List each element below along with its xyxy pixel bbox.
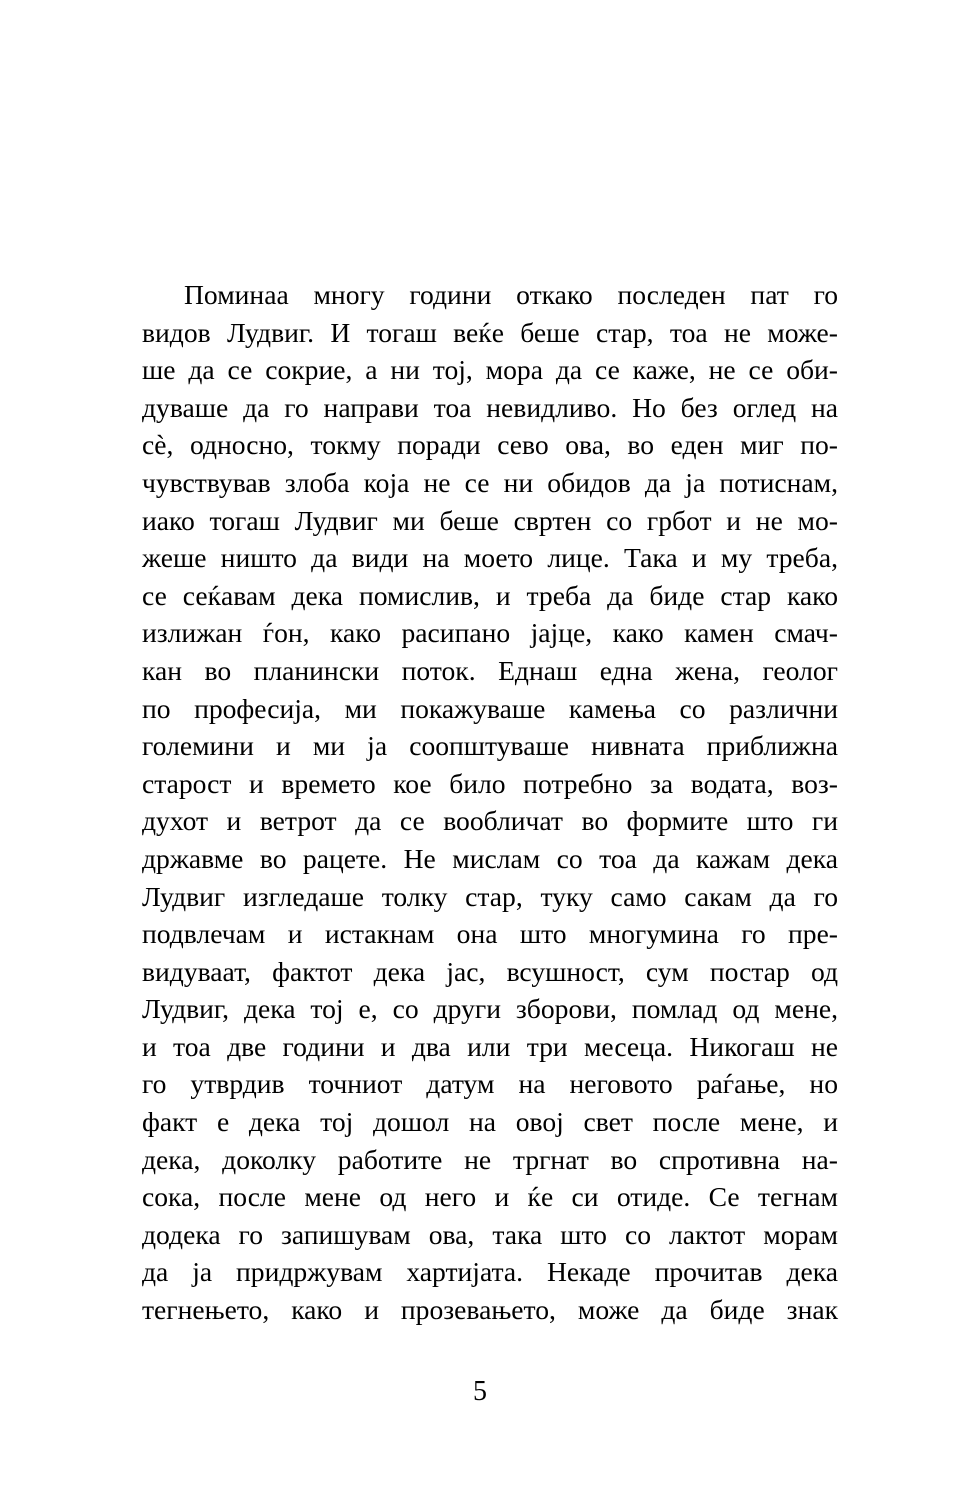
text-line: Лудвиг, дека тој е, со други зборови, помлад од мене, xyxy=(142,993,838,1025)
text-line: по професија, ми покажуваше камења со различни xyxy=(142,692,838,724)
text-line: Лудвиг изгледаше толку стар, туку само сакам да го xyxy=(142,880,838,912)
text-line: се сеќавам дека помислив, и треба да биде стар како xyxy=(142,579,838,611)
text-line: државме во рацете. Не мислам со тоа да кажам дека xyxy=(142,842,838,874)
text-line: видов Лудвиг. И тогаш веќе беше стар, тоа не може- xyxy=(142,316,838,348)
text-line: кан во планински поток. Еднаш една жена, геолог xyxy=(142,654,838,686)
text-line: жеше ништо да види на моето лице. Така и му треба, xyxy=(142,542,838,574)
text-line: тегнењето, како и прозевањето, може да биде знак xyxy=(142,1294,838,1326)
text-line: додека го запишувам ова, така што со лактот морам xyxy=(142,1218,838,1250)
text-line: го утврдив точниот датум на неговото раѓање, но xyxy=(142,1068,838,1100)
text-line: големини и ми ја соопштуваше нивната приближна xyxy=(142,730,838,762)
page-number: 5 xyxy=(473,1376,487,1407)
text-line: ше да се сокрие, а ни тој, мора да се каже, не се оби- xyxy=(142,354,838,386)
text-line: дуваше да го направи тоа невидливо. Но без оглед на xyxy=(142,391,838,423)
text-line: дека, доколку работите не тргнат во спротивна на- xyxy=(142,1143,838,1175)
text-line: да ја придржувам хартијата. Некаде прочитав дека xyxy=(142,1256,838,1288)
text-line: и тоа две години и два или три месеца. Никогаш не xyxy=(142,1030,838,1062)
text-line: подвлечам и истакнам она што многумина го пре- xyxy=(142,918,838,950)
text-line: видуваат, фактот дека јас, всушност, сум постар од xyxy=(142,955,838,987)
text-line: сока, после мене од него и ќе си отиде. Се тегнам xyxy=(142,1181,838,1213)
text-line: сè, односно, токму поради сево ова, во еден миг по- xyxy=(142,429,838,461)
text-line: старост и времето кое било потребно за водата, воз- xyxy=(142,767,838,799)
text-line: чувствував злоба која не се ни обидов да ја потиснам, xyxy=(142,466,838,498)
text-line: иако тогаш Лудвиг ми беше свртен со грбот и не мо- xyxy=(142,504,838,536)
text-line: духот и ветрот да се вообличат во формите што ги xyxy=(142,805,838,837)
body-paragraph xyxy=(142,276,838,1329)
text-line: факт е дека тој дошол на овој свет после мене, и xyxy=(142,1106,838,1138)
text-line: излижан ѓон, како расипано јајце, како камен смач- xyxy=(142,617,838,649)
text-line: Поминаа многу години откако последен пат го xyxy=(184,279,838,310)
